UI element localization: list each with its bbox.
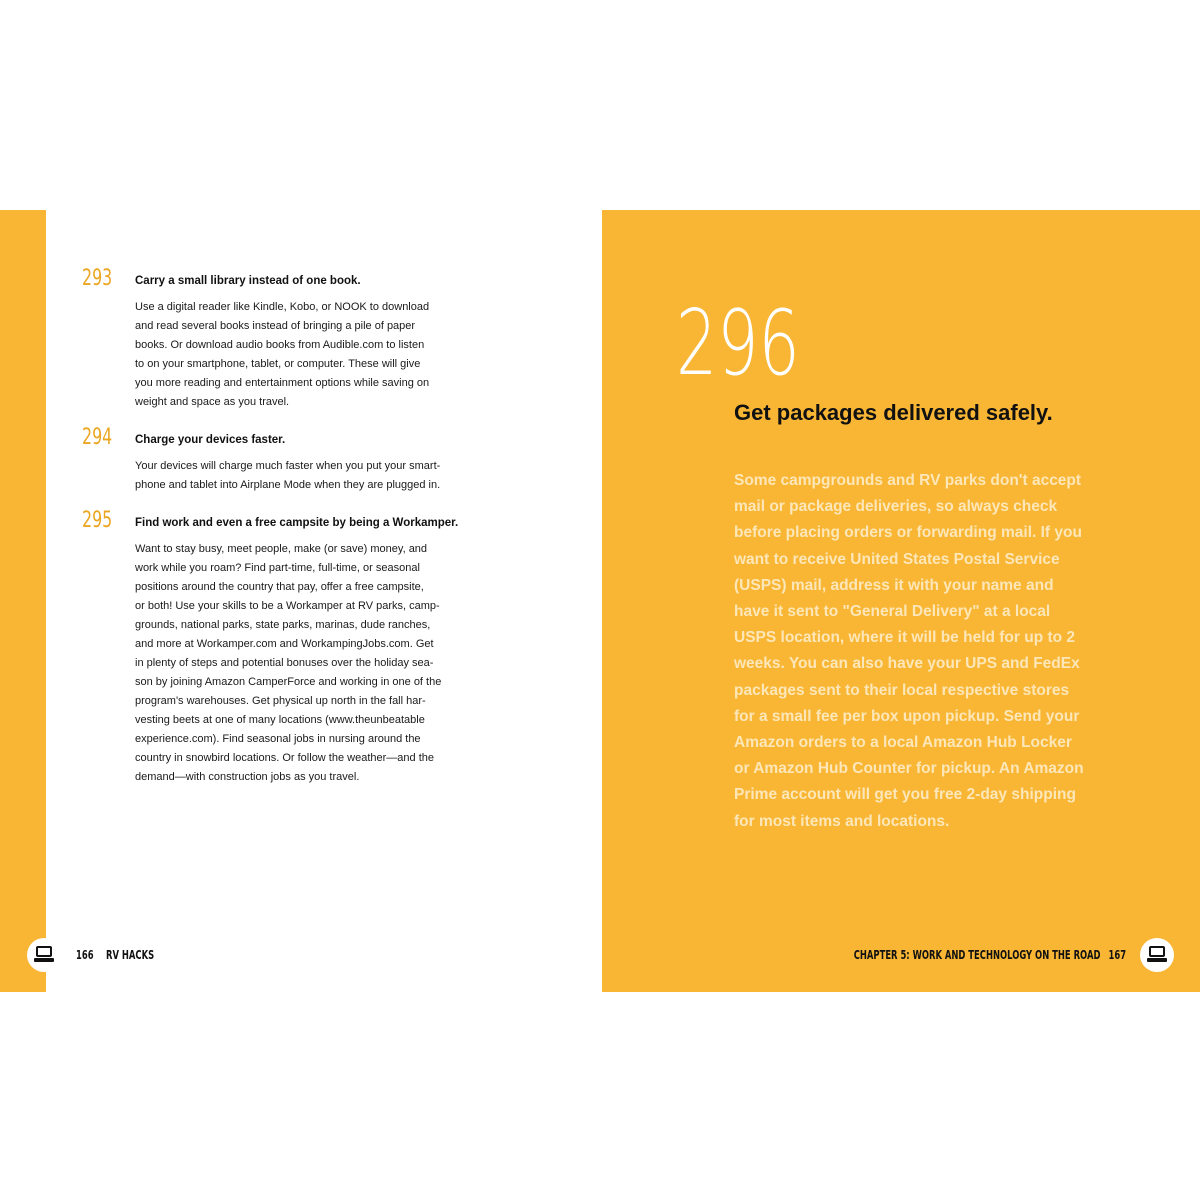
tip-title: Charge your devices faster. <box>135 434 286 446</box>
feature-tip-number: 296 <box>676 291 800 396</box>
footer-right-badge <box>1140 938 1174 972</box>
body-line: country in snowbird locations. Or follow the weather—and the <box>135 752 434 764</box>
body-line: weeks. You can also have your UPS and FedEx <box>734 655 1080 673</box>
body-line: Your devices will charge much faster when you put your smart- <box>135 460 441 472</box>
body-line: experience.com). Find seasonal jobs in nursing around the <box>135 733 421 745</box>
body-line: son by joining Amazon CamperForce and working in one of the <box>135 676 442 688</box>
tip-title: Find work and even a free campsite by being a Workamper. <box>135 517 459 529</box>
book-title: RV HACKS <box>106 948 155 962</box>
body-line: program's warehouses. Get physical up north in the fall har- <box>135 695 426 707</box>
footer-left-badge <box>27 938 61 972</box>
body-line: phone and tablet into Airplane Mode when they are plugged in. <box>135 479 441 491</box>
right-page <box>602 210 1200 992</box>
right-page-number: 167 <box>1108 948 1126 962</box>
tip-body <box>135 540 535 787</box>
body-line: have it sent to "General Delivery" at a local <box>734 603 1051 621</box>
body-line: work while you roam? Find part-time, full-time, or seasonal <box>135 562 420 574</box>
body-line: want to receive United States Postal Service <box>734 550 1060 568</box>
body-line: before placing orders or forwarding mail. If you <box>734 524 1082 542</box>
chapter-title: CHAPTER 5: WORK AND TECHNOLOGY ON THE ROAD <box>853 948 1100 962</box>
tip-title: Carry a small library instead of one book. <box>135 275 361 287</box>
left-page <box>46 210 602 992</box>
tip-number: 295 <box>82 508 113 533</box>
body-line: for most items and locations. <box>734 812 950 830</box>
body-line: grounds, national parks, state parks, marinas, dude ranches, <box>135 619 431 631</box>
body-line: vesting beets at one of many locations (www.theunbeatable <box>135 714 425 726</box>
body-line: Some campgrounds and RV parks don't accept <box>734 472 1082 489</box>
body-line: or both! Use your skills to be a Workamper at RV parks, camp- <box>135 600 440 612</box>
body-line: Want to stay busy, meet people, make (or save) money, and <box>135 543 428 555</box>
tip-number: 294 <box>82 425 113 450</box>
body-line: in plenty of steps and potential bonuses over the holiday sea- <box>135 657 434 669</box>
tip-number: 293 <box>82 266 113 291</box>
body-line: Use a digital reader like Kindle, Kobo, or NOOK to download <box>135 301 430 313</box>
body-line: for a small fee per box upon pickup. Send your <box>734 707 1080 725</box>
tip-body <box>135 457 535 495</box>
left-page-number: 166 <box>76 948 94 962</box>
left-color-band <box>0 210 46 992</box>
body-line: you more reading and entertainment options while saving on <box>135 377 430 389</box>
body-line: and more at Workamper.com and WorkampingJobs.com. Get <box>135 638 434 650</box>
body-line: or Amazon Hub Counter for pickup. An Amazon <box>734 760 1084 778</box>
laptop-icon <box>34 946 54 964</box>
feature-tip-body <box>734 468 1174 835</box>
feature-tip-title: Get packages delivered safely. <box>734 400 1053 425</box>
body-line: positions around the country that pay, offer a free campsite, <box>135 581 424 593</box>
body-line: weight and space as you travel. <box>135 396 290 408</box>
tip-body <box>135 298 535 412</box>
body-line: and read several books instead of bringing a pile of paper <box>135 320 416 332</box>
body-line: Prime account will get you free 2-day shipping <box>734 786 1076 804</box>
body-line: to on your smartphone, tablet, or computer. These will give <box>135 358 421 370</box>
body-line: USPS location, where it will be held for up to 2 <box>734 629 1076 647</box>
body-line: books. Or download audio books from Audible.com to listen <box>135 339 425 351</box>
body-line: packages sent to their local respective stores <box>734 681 1070 699</box>
body-line: demand—with construction jobs as you travel. <box>135 771 360 783</box>
body-line: mail or package deliveries, so always check <box>734 498 1058 516</box>
book-spread <box>0 210 1200 992</box>
body-line: (USPS) mail, address it with your name and <box>734 576 1054 594</box>
laptop-icon <box>1147 946 1167 964</box>
body-line: Amazon orders to a local Amazon Hub Locker <box>734 734 1072 752</box>
